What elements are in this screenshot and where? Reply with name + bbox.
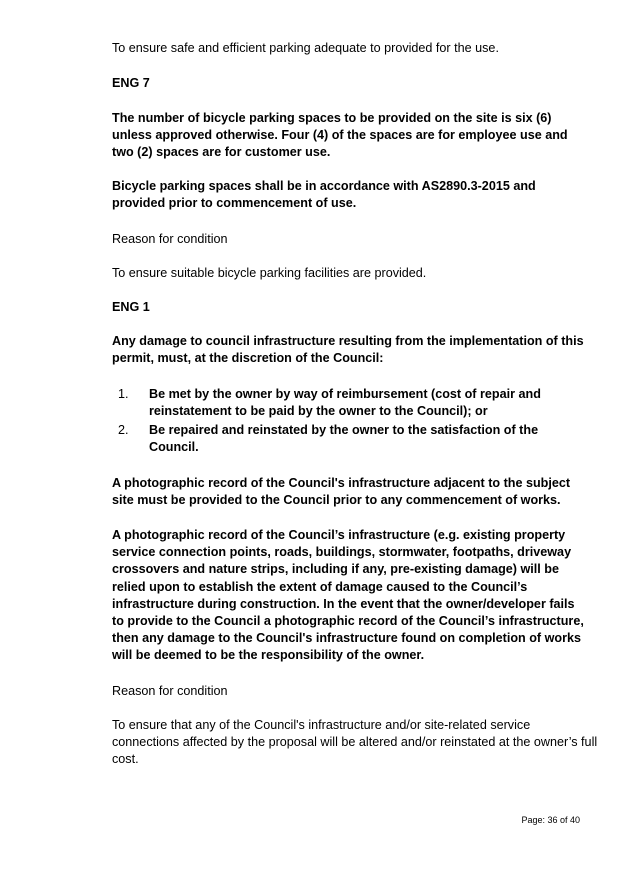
text-line: Be repaired and reinstated by the owner to the satisfaction of the	[149, 423, 539, 437]
page-number-footer: Page: 36 of 40	[521, 815, 580, 825]
eng1-reason-text	[112, 717, 598, 769]
text-line: The number of bicycle parking spaces to be provided on the site is six (6)	[112, 111, 552, 125]
eng1-photo-detail-paragraph	[112, 527, 590, 665]
eng7-heading: ENG 7	[112, 76, 150, 90]
text-line: to provide to the Council a photographic record of the Council’s infrastructure,	[112, 614, 584, 629]
text-line: crossovers and nature strips, including if any, pre-existing damage) will be	[112, 562, 559, 577]
text-line: A photographic record of the Council’s infrastructure (e.g. existing property	[112, 528, 566, 542]
list-item-number: 1.	[118, 387, 129, 401]
text-line: Council.	[149, 440, 199, 455]
text-line: Bicycle parking spaces shall be in accordance with AS2890.3-2015 and	[112, 179, 536, 193]
text-line: Any damage to council infrastructure resulting from the implementation of this	[112, 334, 584, 348]
text-line: relied upon to establish the extent of damage caused to the Council’s	[112, 579, 528, 594]
text-line: infrastructure during construction. In the event that the owner/developer fails	[112, 596, 575, 611]
text-line: then any damage to the Council's infrastructure found on completion of works	[112, 631, 582, 646]
text-line: cost.	[112, 752, 139, 767]
list-item-text	[149, 386, 590, 420]
text-line: two (2) spaces are for customer use.	[112, 145, 331, 160]
eng1-reason-label: Reason for condition	[112, 684, 228, 698]
eng1-intro-paragraph	[112, 333, 590, 367]
eng1-photo-record-paragraph	[112, 475, 590, 509]
eng1-heading: ENG 1	[112, 300, 150, 314]
text-line: will be deemed to be the responsibility of the owner.	[112, 648, 425, 663]
eng7-reason-text: To ensure suitable bicycle parking facilities are provided.	[112, 266, 427, 280]
list-item-number: 2.	[118, 423, 129, 437]
list-item-text	[149, 422, 590, 456]
eng7-reason-label: Reason for condition	[112, 232, 228, 246]
text-line: To ensure that any of the Council's infrastructure and/or site-related service	[112, 718, 531, 732]
text-line: A photographic record of the Council's infrastructure adjacent to the subject	[112, 476, 571, 490]
text-line: unless approved otherwise. Four (4) of the spaces are for employee use and	[112, 128, 568, 143]
eng7-bicycle-spaces-paragraph	[112, 110, 590, 162]
eng7-standard-paragraph	[112, 178, 590, 212]
text-line: service connection points, roads, buildings, stormwater, footpaths, driveway	[112, 545, 572, 560]
text-line: permit, must, at the discretion of the Council:	[112, 351, 384, 366]
text-line: connections affected by the proposal will be altered and/or reinstated at the owner’s full	[112, 735, 598, 750]
intro-reason-text: To ensure safe and efficient parking adequate to provided for the use.	[112, 41, 499, 55]
text-line: provided prior to commencement of use.	[112, 196, 357, 211]
text-line: site must be provided to the Council prior to any commencement of works.	[112, 493, 561, 508]
text-line: Be met by the owner by way of reimbursement (cost of repair and	[149, 387, 541, 401]
text-line: reinstatement to be paid by the owner to the Council); or	[149, 404, 488, 419]
